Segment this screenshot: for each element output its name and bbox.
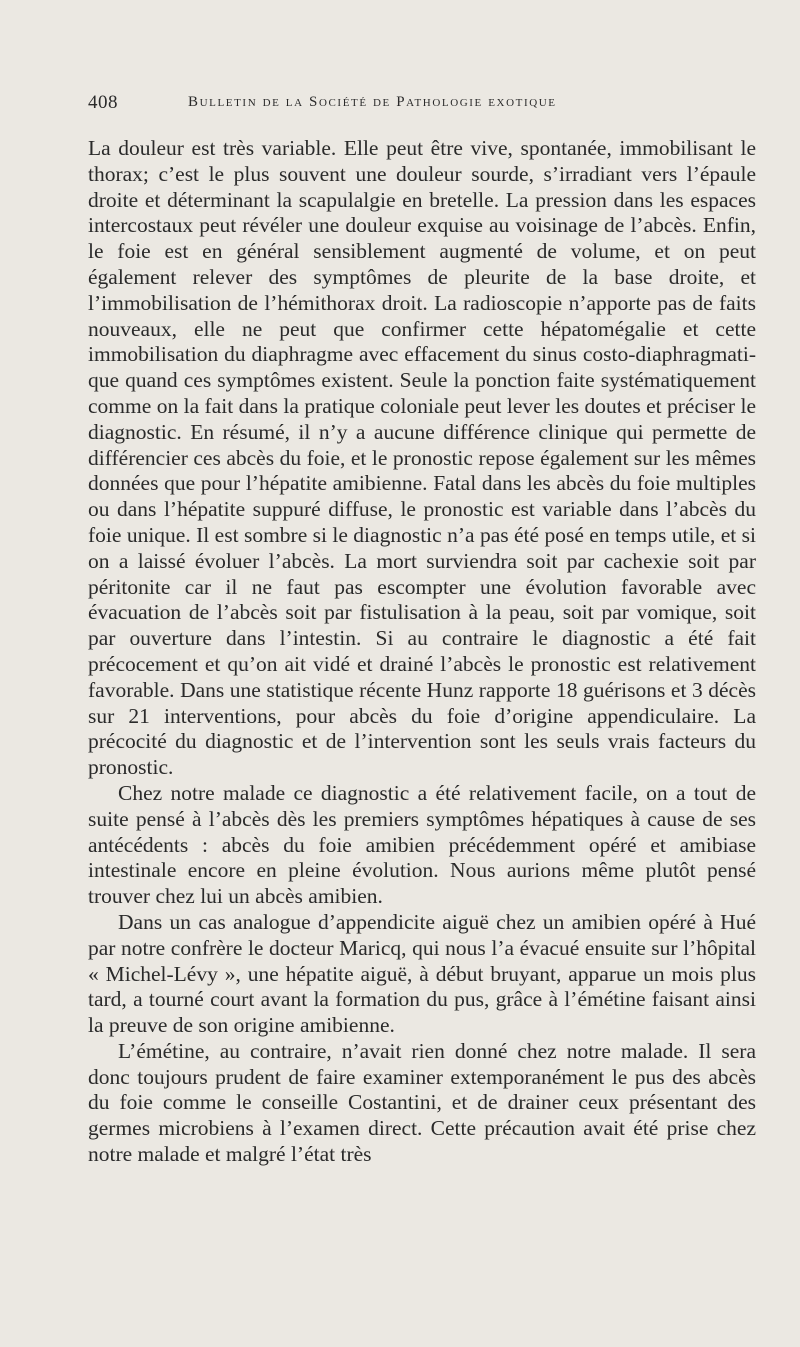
page-header bbox=[88, 92, 748, 116]
page-number: 408 bbox=[88, 92, 118, 113]
body-text bbox=[88, 136, 756, 1168]
paragraph-2: Chez notre malade ce diagnostic a été relativement facile, on a tout de suite pensé à l’abcès dès les premiers symptômes hépatiques à cause de ses antécédents : abcès du foie amibien précédemment opéré et amibiase intestinale encore en pleine évolution. Nous aurions même plutôt pensé trouver chez lui un abcès amibien. bbox=[88, 780, 756, 909]
running-head: Bulletin de la Société de Pathologie exotique bbox=[188, 94, 557, 110]
paragraph-1: La douleur est très variable. Elle peut être vive, spontanée, immobilisant le thorax; c’est le plus souvent une douleur sourde, s’irradiant vers l’épaule droite et déterminant la scapulalgie en bretelle. La pression dans les espaces intercostaux peut révéler une douleur exquise au voisinage de l’abcès. Enfin, le foie est en général sensiblement augmenté de volume, et on peut également relever des symptômes de pleurite de la base droite, et l’immobilisation de l’hémithorax droit. La radioscopie n’apporte pas de faits nouveaux, elle ne peut que confirmer cette hépatomégalie et cette immobilisation du diaphragme avec effacement du sinus costo-diaphragmatique quand ces symptômes existent. Seule la ponction faite systématiquement comme on la fait dans la pratique coloniale peut lever les doutes et préciser le diagnostic. En résumé, il n’y a aucune différence clinique qui permette de différencier ces abcès du foie, et le pronostic repose également sur les mêmes données que pour l’hépatite amibienne. Fatal dans les abcès du foie multiples ou dans l’hépatite suppuré diffuse, le pronostic est variable dans l’abcès du foie unique. Il est sombre si le diagnostic n’a pas été posé en temps utile, et si on a laissé évoluer l’abcès. La mort surviendra soit par cachexie soit par péritonite car il ne faut pas escompter une évolution favorable avec évacuation de l’abcès soit par fistulisation à la peau, soit par vomique, soit par ouverture dans l’intestin. Si au contraire le diagnostic a été fait précocement et qu’on ait vidé et drainé l’abcès le pronostic est relativement favorable. Dans une statistique récente Hunz rapporte 18 guérisons et 3 décès sur 21 interventions, pour abcès du foie d’origine appendiculaire. La précocité du diagnostic et de l’intervention sont les seuls vrais facteurs du pronostic. bbox=[88, 136, 756, 780]
paragraph-3: Dans un cas analogue d’appendicite aiguë chez un amibien opéré à Hué par notre confrère le docteur Maricq, qui nous l’a évacué ensuite sur l’hôpital « Michel-Lévy », une hépatite aiguë, à début bruyant, apparue un mois plus tard, a tourné court avant la formation du pus, grâce à l’émétine faisant ainsi la preuve de son origine amibienne. bbox=[88, 909, 756, 1038]
paragraph-4: L’émétine, au contraire, n’avait rien donné chez notre malade. Il sera donc toujours prudent de faire examiner extemporanément le pus des abcès du foie comme le conseille Costantini, et de drainer ceux présentant des germes microbiens à l’examen direct. Cette précaution avait été prise chez notre malade et malgré l’état très bbox=[88, 1038, 756, 1167]
